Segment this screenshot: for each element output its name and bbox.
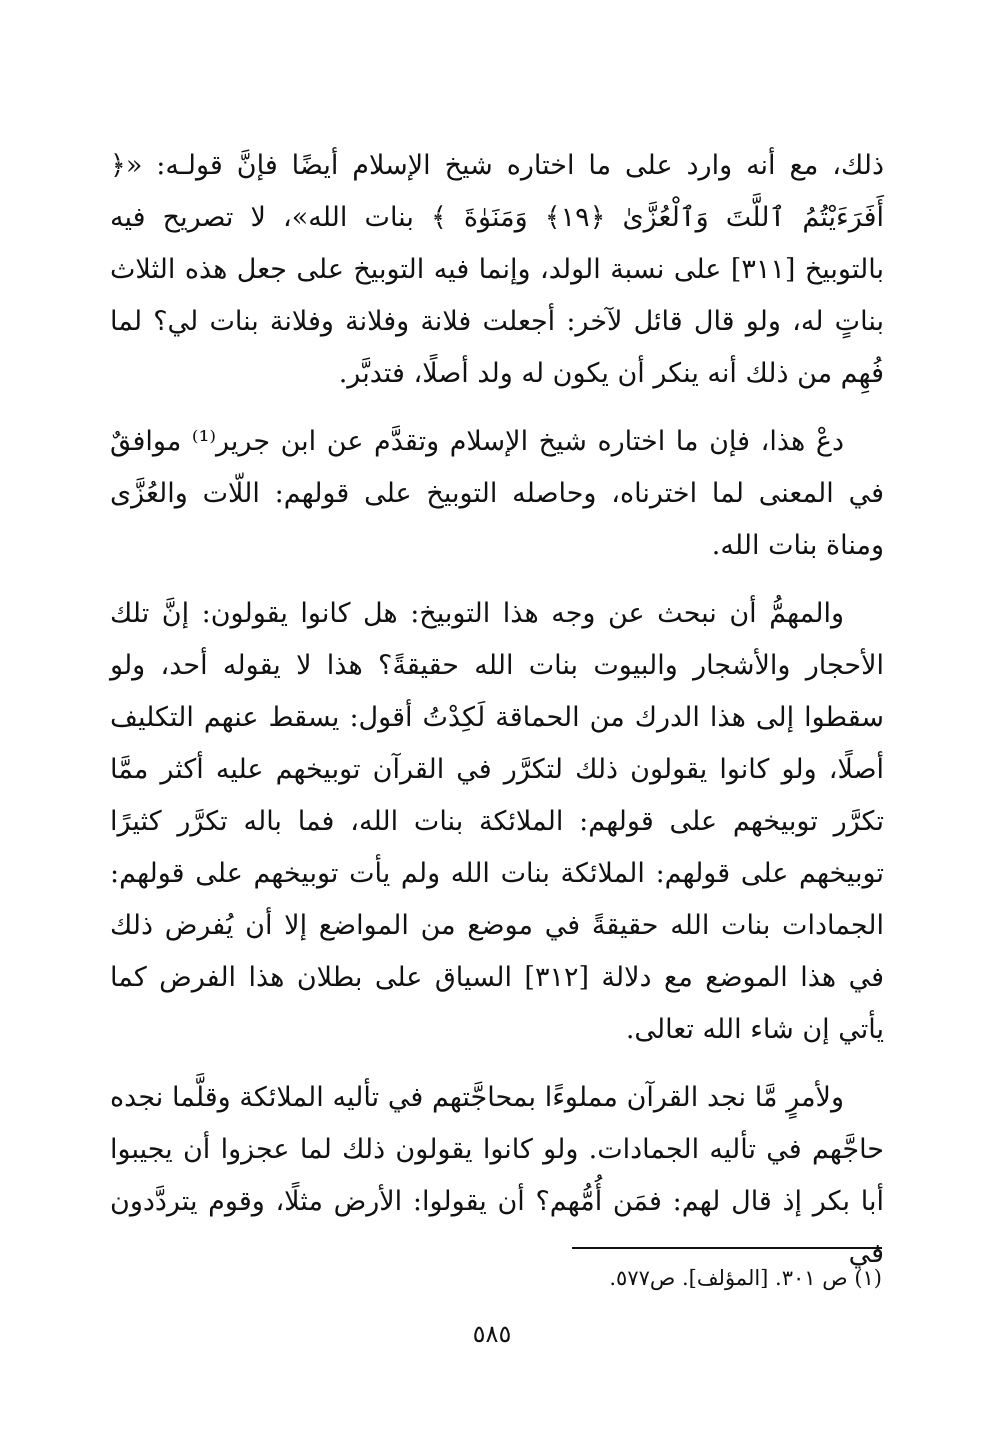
footnote-separator [572,1247,882,1249]
paragraph-1: ذلك، مع أنه وارد على ما اختاره شيخ الإسلام أيضًا فإنَّ قولـه: «﴿ أَفَرَءَيْتُمُ ٱللَّتَ وَٱلْعُزَّىٰ ﴿١٩﴾ وَمَنَوٰةَ ﴾ بنات الله»، لا تصريح فيه بالتوبيخ [٣١١] على نسبة الولد، وإنما فيه التوبيخ على جعل هذه الثلاث بناتٍ له، ولو قال قائل لآخر: أجعلت فلانة وفلانة وفلانة بنات لي؟ لما فُهِم من ذلك أنه ينكر أن يكون له ولد أصلًا، فتدبَّر. [110,150,885,389]
page-number: ٥٨٥ [472,1320,512,1348]
paragraph-4: ولأمرٍ مَّا نجد القرآن مملوءًا بمحاجَّتهم في تأليه الملائكة وقلَّما نجده حاجَّهم في تأليه الجمادات. ولو كانوا يقولون ذلك لما عجزوا أن يجيبوا أبا بكر إذ قال لهم: فمَن أُمُّهم؟ أن يقولوا: الأرض مثلًا، وقوم يتردَّدون في [110,1082,884,1269]
paragraph-2: دعْ هذا، فإن ما اختاره شيخ الإسلام وتقدَّم عن ابن جرير⁽¹⁾ موافقٌ في المعنى لما اخترناه، وحاصله التوبيخ على قولهم: اللّات والعُزَّى ومناة بنات الله. [110,426,884,561]
paragraph-3: والمهمُّ أن نبحث عن وجه هذا التوبيخ: هل كانوا يقولون: إنَّ تلك الأحجار والأشجار والبيوت بنات الله حقيقةً؟ هذا لا يقوله أحد، ولو سقطوا إلى هذا الدرك من الحماقة لَكِدْتُ أقول: يسقط عنهم التكليف أصلًا، ولو كانوا يقولون ذلك لتكرَّر في القرآن توبيخهم عليه أكثر ممَّا تكرَّر توبيخهم على قولهم: الملائكة بنات الله، فما باله تكرَّر كثيرًا توبيخهم على قولهم: الملائكة بنات الله ولم يأت توبيخهم على قولهم: الجمادات بنات الله حقيقةً في موضع من المواضع إلا أن يُفرض ذلك في هذا الموضع مع دلالة [٣١٢] السياق على بطلان هذا الفرض كما يأتي إن شاء الله تعالى. [110,598,884,1045]
main-text [110,140,884,1280]
footnote: (١) ص ٣٠١. [المؤلف]. ص٥٧٧. [609,1266,882,1290]
